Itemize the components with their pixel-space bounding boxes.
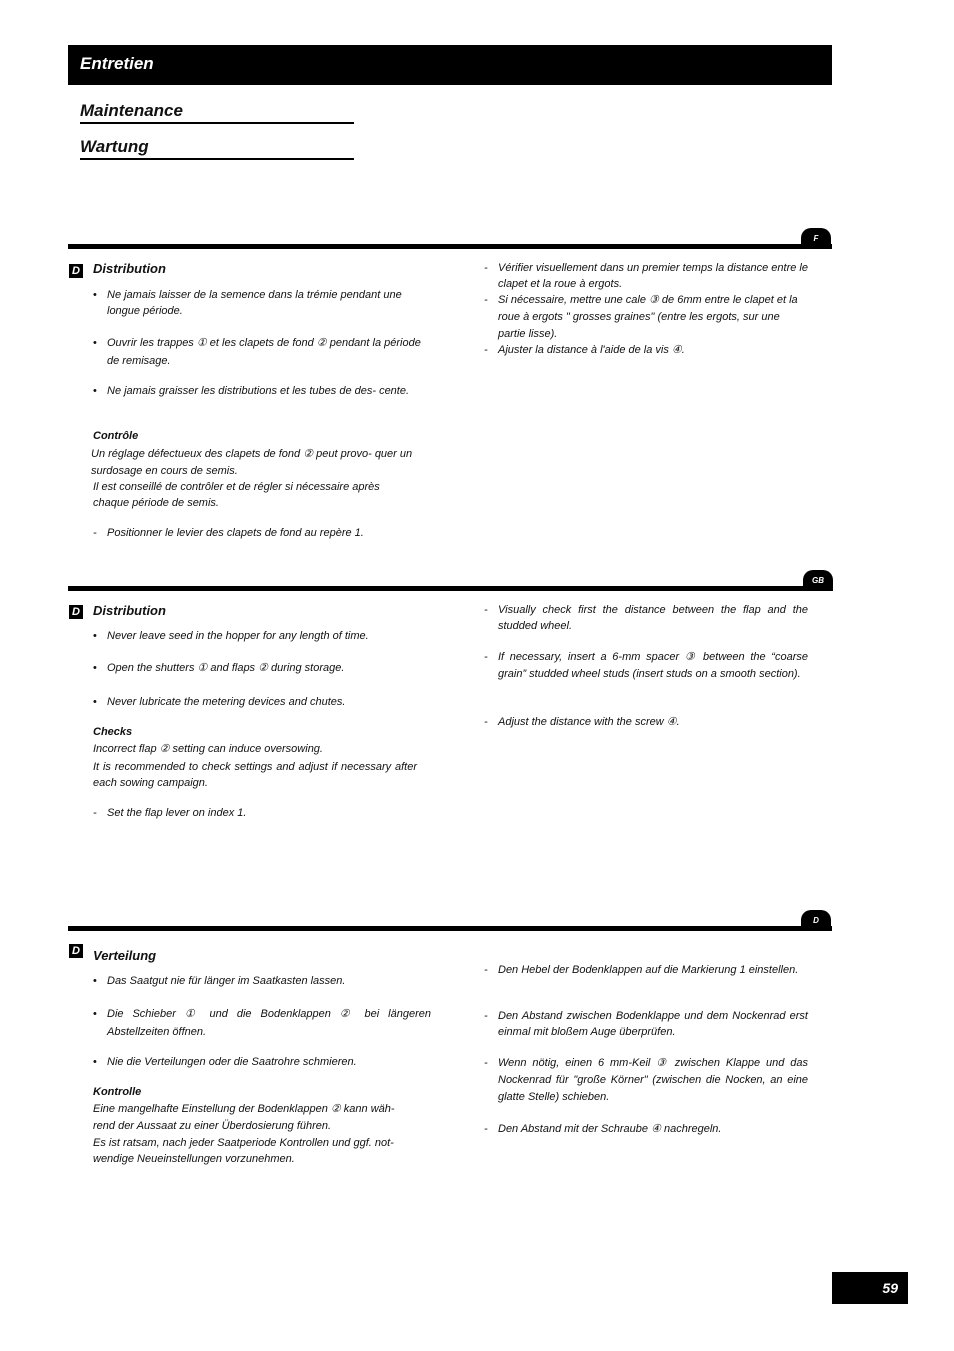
check-title-fr: Contrôle: [93, 430, 139, 442]
dash-item-gb-3: - Adjust the distance with the screw ④.: [484, 714, 808, 730]
check-text-de-2: Es ist ratsam, nach jeder Saatperiode Kontrollen und ggf. not- wendige Neueinstellungen vorzunehmen.: [93, 1137, 394, 1165]
check-text-gb-2: It is recommended to check settings and adjust if necessary after each sowing campaign.: [93, 761, 417, 789]
dash-item-de-3: - Wenn nötig, einen 6 mm-Keil ③ zwischen Klappe und das Nockenrad für "große Körner" (zwischen die Nocken, an eine glatte Stelle) schieben.: [484, 1055, 808, 1106]
subtitle-wartung: Wartung: [80, 137, 354, 160]
dash-item-gb-2: - If necessary, insert a 6-mm spacer ③ between the “coarse grain” studded wheel studs (insert studs on a smooth section).: [484, 649, 808, 683]
bullet-gb-1: • Never leave seed in the hopper for any length of time.: [93, 628, 431, 644]
header-bar: [68, 45, 832, 85]
section-title-fr: Distribution: [93, 261, 166, 276]
dash-item-gb-left: - Set the flap lever on index 1.: [93, 805, 431, 821]
page-number: 59: [882, 1280, 898, 1296]
section-title-de: Verteilung: [93, 948, 157, 963]
dash-item-de-4: - Den Abstand mit der Schraube ④ nachregeln.: [484, 1121, 808, 1137]
lang-badge-gb: GB: [803, 570, 833, 591]
bullet-gb-3: • Never lubricate the metering devices and chutes.: [93, 694, 431, 710]
dash-item-fr-2: - Si nécessaire, mettre une cale ③ de 6mm entre le clapet et la roue à ergots " grosses graines" (entre les ergots, sur une partie lisse).: [484, 292, 808, 343]
check-text-de-1: Eine mangelhafte Einstellung der Bodenklappen ② kann wäh- rend der Aussaat zu einer Überdosierung führen.: [93, 1103, 395, 1132]
section-rule-gb: [68, 586, 832, 591]
section-rule-fr: [68, 244, 832, 249]
dash-item-de-1: - Den Hebel der Bodenklappen auf die Markierung 1 einstellen.: [484, 962, 808, 978]
check-title-gb: Checks: [93, 726, 133, 738]
subtitle-maintenance: Maintenance: [80, 101, 354, 124]
check-title-de: Kontrolle: [93, 1086, 142, 1098]
bullet-fr-3: • Ne jamais graisser les distributions et les tubes de des- cente.: [93, 383, 431, 399]
dash-item-fr-3: - Ajuster la distance à l'aide de la vis ④.: [484, 342, 808, 358]
bullet-de-2: • Die Schieber ① und die Bodenklappen ② bei längeren Abstellzeiten öffnen.: [93, 1005, 431, 1041]
dash-item-fr-left: - Positionner le levier des clapets de fond au repère 1.: [93, 525, 431, 541]
section-title-gb: Distribution: [93, 603, 166, 618]
bullet-fr-1: • Ne jamais laisser de la semence dans la trémie pendant une longue période.: [93, 287, 431, 319]
section-marker-fr: D: [69, 264, 83, 278]
check-text-fr-2: Il est conseillé de contrôler et de régler si nécessaire après chaque période de semis.: [93, 481, 380, 509]
section-marker-de: D: [69, 944, 83, 958]
bullet-fr-2: • Ouvrir les trappes ① et les clapets de fond ② pendant la période de remisage.: [93, 334, 431, 370]
dash-item-gb-1: - Visually check first the distance between the flap and the studded wheel.: [484, 602, 808, 634]
section-marker-gb: D: [69, 605, 83, 619]
check-text-gb-1: Incorrect flap ② setting can induce oversowing.: [93, 743, 323, 755]
lang-badge-de: D: [801, 910, 831, 931]
section-rule-de: [68, 926, 832, 931]
bullet-de-1: • Das Saatgut nie für länger im Saatkasten lassen.: [93, 973, 431, 989]
page-title: Entretien: [80, 54, 154, 73]
dash-item-de-2: - Den Abstand zwischen Bodenklappe und dem Nockenrad erst einmal mit bloßem Auge überprüfen.: [484, 1008, 808, 1040]
check-text-fr-1: Un réglage défectueux des clapets de fond ② peut provo- quer un surdosage en cours de semis.: [91, 448, 413, 477]
bullet-de-3: • Nie die Verteilungen oder die Saatrohre schmieren.: [93, 1054, 431, 1070]
dash-item-fr-1: - Vérifier visuellement dans un premier temps la distance entre le clapet et la roue à ergots.: [484, 260, 808, 292]
lang-badge-fr: F: [801, 228, 831, 249]
bullet-gb-2: • Open the shutters ① and flaps ② during storage.: [93, 660, 431, 676]
